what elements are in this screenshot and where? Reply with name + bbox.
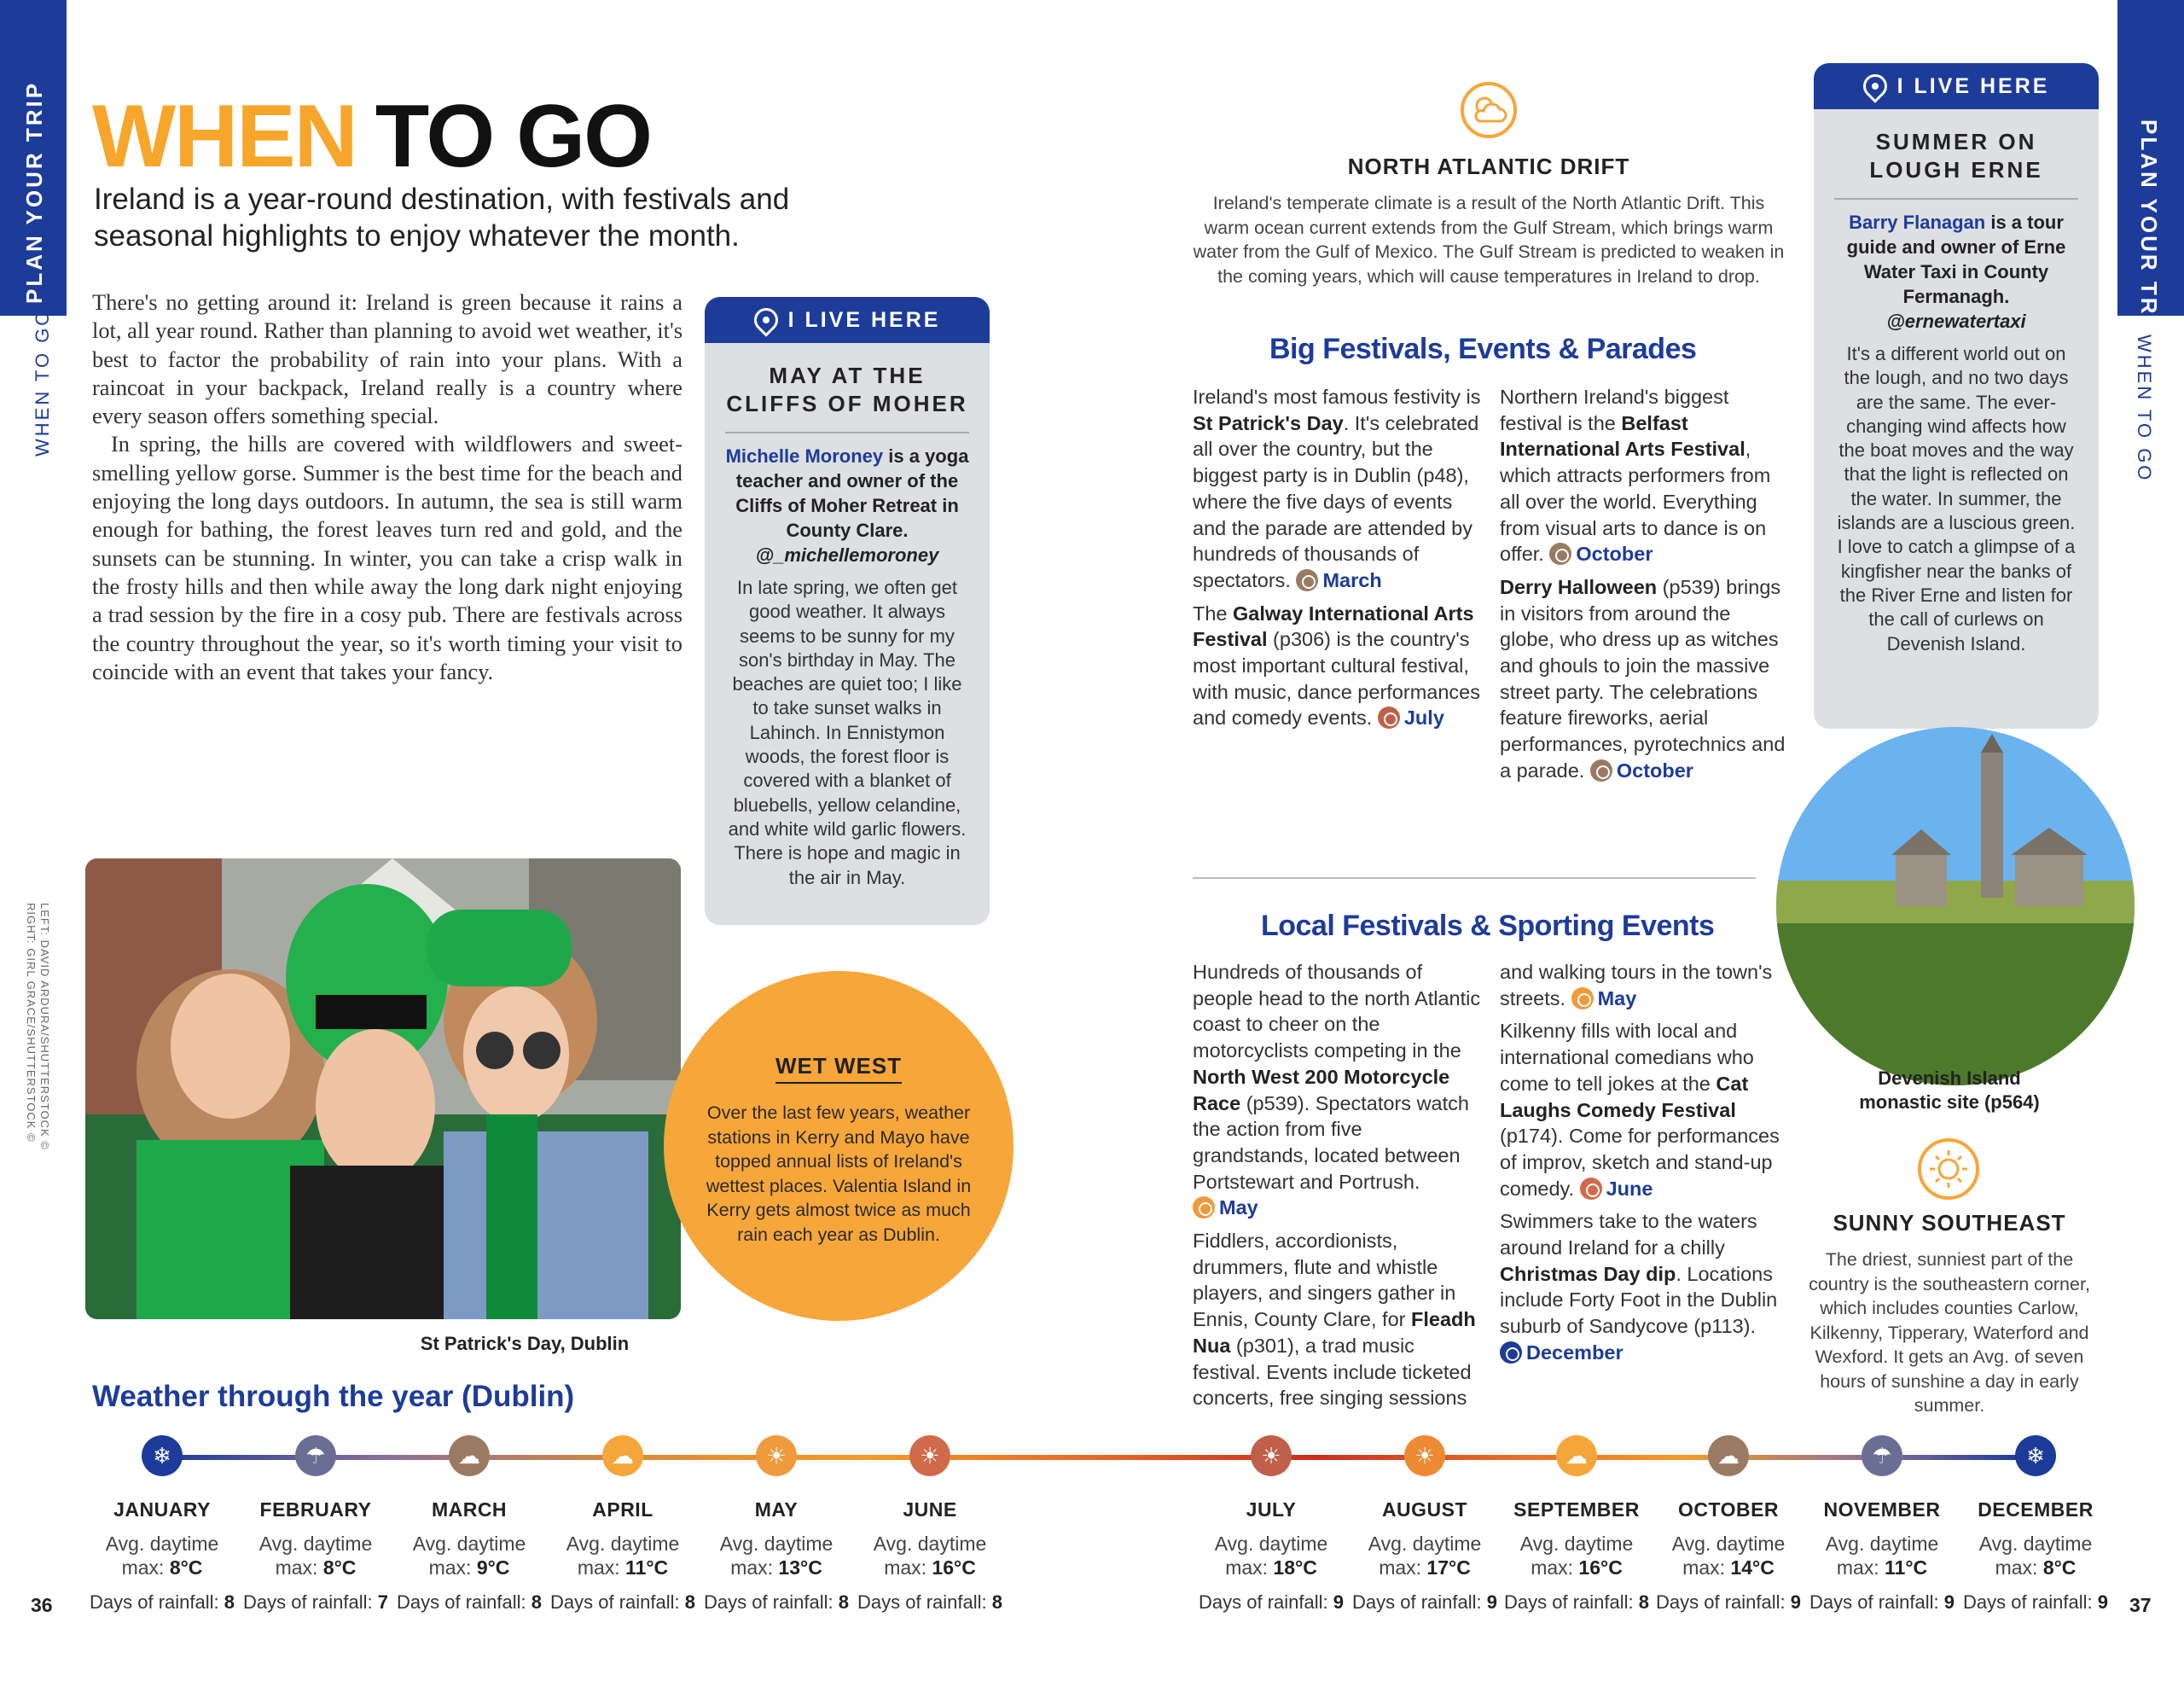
- month-rain: [1959, 1591, 2112, 1614]
- month-name: JULY: [1246, 1498, 1297, 1521]
- month-label: June: [1606, 1177, 1653, 1200]
- month-name: JUNE: [903, 1498, 957, 1521]
- month-tag: [1580, 1178, 1653, 1200]
- cloud-sun-icon: [1461, 82, 1517, 138]
- weather-month-4: [700, 1435, 853, 1614]
- text-span: Northern Ireland's biggest festival is the: [1500, 386, 1729, 434]
- intro-text: Ireland is a year-round destination, with festivals and seasonal highlights to enjoy whatever the month.: [94, 183, 790, 253]
- rain-days: 8: [1638, 1591, 1649, 1613]
- devenish-island-photo: [1776, 727, 2135, 1085]
- max-label: max:: [275, 1556, 323, 1579]
- live-here-header-label: I LIVE HERE: [787, 307, 941, 332]
- month-name: APRIL: [592, 1498, 653, 1521]
- wet-west-circle: [664, 971, 1014, 1321]
- avg-label: Avg. daytime: [873, 1533, 987, 1555]
- max-label: max:: [884, 1556, 932, 1579]
- month-rain: [1348, 1591, 1502, 1614]
- month-tag: [1296, 569, 1381, 591]
- text-span: . It's celebrated all over the country, but the biggest party is in Dublin (p48), where the five days of events and the parade are attended by hundreds of thousands of spectators.: [1193, 411, 1479, 591]
- text-span: . Locations include Forty Foot in the Dublin suburb of Sandycove (p113).: [1500, 1262, 1778, 1338]
- month-rain: [700, 1591, 853, 1614]
- month-tag: [1590, 759, 1693, 782]
- month-tag: [1500, 1341, 1623, 1364]
- festival-st-patricks: [1193, 384, 1481, 594]
- wet-west-title: [664, 1053, 1014, 1079]
- max-temp: 16°C: [932, 1556, 976, 1579]
- author-name: Barry Flanagan: [1849, 212, 1986, 233]
- page-number-right: 37: [2129, 1594, 2152, 1616]
- map-pin-icon: [1858, 69, 1892, 103]
- body-text: [92, 288, 682, 686]
- weather-month-9: [1652, 1435, 1805, 1614]
- avg-label: Avg. daytime: [719, 1533, 834, 1555]
- month-label: December: [1526, 1341, 1623, 1364]
- wet-west-title-text: WET WEST: [775, 1053, 902, 1084]
- month-avg-max: [239, 1532, 392, 1579]
- festival-name: North West 200 Motorcycle Race: [1193, 1065, 1450, 1114]
- month-name: NOVEMBER: [1823, 1498, 1941, 1521]
- month-tag: [1571, 987, 1637, 1009]
- month-name: DECEMBER: [1978, 1498, 2094, 1521]
- month-label: March: [1322, 568, 1382, 591]
- month-tag: [1193, 1196, 1258, 1219]
- festival-name: Cat Laughs Comedy Festival: [1500, 1072, 1749, 1121]
- max-label: max:: [1682, 1556, 1731, 1579]
- snowflake-icon: ❄: [142, 1435, 183, 1476]
- max-label: max:: [1531, 1556, 1579, 1579]
- sun-icon: [1918, 1138, 1979, 1200]
- author-handle: @_michellemoroney: [755, 544, 939, 566]
- month-avg-max: [546, 1532, 700, 1579]
- month-name: JANUARY: [113, 1498, 211, 1521]
- max-temp: 11°C: [1885, 1556, 1928, 1579]
- sun-icon: ☀: [756, 1435, 797, 1476]
- author-role: is a yoga teacher and owner of the Cliffs of Moher Retreat in County Clare.: [735, 445, 969, 541]
- rain-label: Days of rainfall:: [550, 1591, 685, 1613]
- body-paragraph-1: There's no getting around it: Ireland is green because it rains a lot, all year round. Rather than planning to avoid wet weather, it's best to factor the probability of rain into your plans. With a raincoat in your backpack, Ireland really is a country where every season offers something special.: [92, 289, 682, 429]
- month-name: MARCH: [431, 1498, 508, 1521]
- sun-glyph: [1921, 1142, 1976, 1196]
- month-avg-max: [1194, 1532, 1348, 1579]
- month-avg-max: [853, 1532, 1007, 1579]
- rain-label: Days of rainfall:: [1809, 1591, 1944, 1613]
- rain-days: 8: [531, 1591, 542, 1613]
- big-festivals-col-2: [1500, 384, 1788, 791]
- text-span: and walking tours in the town's streets.: [1500, 961, 1773, 1009]
- rain-days: 8: [991, 1591, 1002, 1613]
- avg-label: Avg. daytime: [1519, 1533, 1634, 1555]
- author-handle: @ernewatertaxi: [1886, 311, 2026, 332]
- max-label: max:: [1225, 1556, 1274, 1579]
- cloud-sun-icon: [1296, 569, 1318, 591]
- weather-month-5: [853, 1435, 1007, 1614]
- month-avg-max: [1959, 1532, 2112, 1579]
- weather-month-1: [239, 1435, 392, 1614]
- weather-month-6: [1194, 1435, 1348, 1614]
- photo-caption-st-patricks: St Patrick's Day, Dublin: [420, 1333, 630, 1354]
- max-temp: 14°C: [1730, 1556, 1774, 1579]
- rain-label: Days of rainfall:: [1656, 1591, 1791, 1613]
- month-avg-max: [392, 1532, 546, 1579]
- month-rain: [85, 1591, 239, 1614]
- month-avg-max: [1805, 1532, 1959, 1579]
- month-tag: [1378, 707, 1444, 729]
- month-label: July: [1403, 707, 1444, 730]
- author-name: Michelle Moroney: [725, 445, 884, 467]
- text-span: , which attracts performers from all over the world. Everything from visual arts to dance is on offer.: [1500, 438, 1771, 566]
- body-paragraph-2: In spring, the hills are covered with wildflowers and sweet-smelling yellow gorse. Summer is the best time for the beach and enjoying the long days outdoors. In autumn, the sea is still warm enough for bathing, the forest leaves turn red and gold, and the sunsets can be stunning. In winter, you can take a crisp walk in the frosty hills and then while away the long dark night enjoying a trad session by the fire in a cosy pub. There are festivals across the country throughout the year, so it's worth timing your visit to coincide with an event that takes your fancy.: [92, 431, 682, 684]
- local-festivals-col-1: [1193, 959, 1481, 1418]
- avg-label: Avg. daytime: [566, 1533, 680, 1555]
- max-temp: 8°C: [2042, 1556, 2077, 1579]
- photo-credit-left: LEFT: DAVID ARDURA/SHUTTERSTOCK ©: [38, 903, 51, 1150]
- rain-label: Days of rainfall:: [1352, 1591, 1487, 1613]
- max-label: max:: [730, 1556, 779, 1579]
- text-span: Ireland's most famous festivity is: [1193, 386, 1481, 408]
- month-name: MAY: [754, 1498, 799, 1521]
- rain-days: 9: [2097, 1591, 2108, 1613]
- event-fleadh-nua-continued: [1500, 959, 1788, 1011]
- month-rain: [239, 1591, 392, 1614]
- cloud-sun-icon: ☁: [1556, 1435, 1597, 1476]
- north-atlantic-title: NORTH ATLANTIC DRIFT: [1347, 154, 1630, 179]
- live-here-box-cliffs: [705, 297, 990, 925]
- month-name: SEPTEMBER: [1513, 1498, 1640, 1521]
- big-festivals-col-1: [1193, 384, 1481, 738]
- local-festivals-col-2: [1500, 959, 1788, 1373]
- rain-cloud-icon: ☂: [295, 1435, 336, 1476]
- festival-galway: [1193, 601, 1481, 732]
- rain-label: Days of rainfall:: [397, 1591, 531, 1613]
- rain-days: 8: [224, 1591, 235, 1613]
- avg-label: Avg. daytime: [1214, 1533, 1328, 1555]
- text-span: (p301), a trad music festival. Events include ticketed concerts, free singing sessions: [1193, 1334, 1472, 1410]
- title-word-when: WHEN: [92, 87, 357, 186]
- text-span: (p539). Spectators watch the action from five grandstands, located between Portstewart and Portrush.: [1193, 1091, 1469, 1193]
- rain-label: Days of rainfall:: [90, 1591, 224, 1613]
- weather-month-11: [1959, 1435, 2112, 1614]
- festival-name: Fleadh Nua: [1193, 1308, 1476, 1357]
- devenish-illustration: [1776, 727, 2135, 1085]
- live-here-header: [705, 297, 990, 343]
- weather-month-3: [546, 1435, 700, 1614]
- big-festivals-heading: Big Festivals, Events & Parades: [1269, 333, 1697, 365]
- month-avg-max: [1348, 1532, 1502, 1579]
- page-title: [92, 87, 651, 186]
- rain-days: 9: [1790, 1591, 1801, 1613]
- cloud-sun-icon: [1549, 543, 1571, 565]
- festival-name: Belfast International Arts Festival: [1500, 411, 1745, 461]
- max-temp: 9°C: [476, 1556, 510, 1579]
- text-span: (p174). Come for performances of improv, sketch and stand-up comedy.: [1500, 1125, 1780, 1200]
- section-divider: [1193, 877, 1756, 879]
- text-span: Kilkenny fills with local and international comedians who come to tell jokes at the: [1500, 1020, 1754, 1095]
- snowflake-icon: [1500, 1341, 1522, 1364]
- sun-icon: ☀: [1404, 1435, 1445, 1476]
- month-label: May: [1219, 1196, 1258, 1219]
- live-here-header: [1814, 63, 2099, 109]
- month-name: FEBRUARY: [259, 1498, 372, 1521]
- max-label: max:: [121, 1556, 170, 1579]
- month-name: OCTOBER: [1677, 1498, 1780, 1521]
- sun-icon: ☀: [1251, 1435, 1292, 1476]
- weather-month-0: [85, 1435, 239, 1614]
- text-span: (p539) brings in visitors from around the globe, who dress up as witches and ghouls to join the massive street party. The celebrations feature fireworks, aerial performances, pyrotechnics and a parade.: [1500, 575, 1786, 782]
- st-patricks-illustration: [85, 858, 681, 1319]
- rain-days: 7: [377, 1591, 388, 1613]
- rain-days: 8: [838, 1591, 849, 1613]
- sun-icon: [1571, 987, 1594, 1009]
- sunny-southeast-text: The driest, sunniest part of the country is the southeastern corner, which includes counties Carlow, Kilkenny, Tipperary, Waterford and Wexford. It gets an Avg. of seven hours of sunshine a day in early summer.: [1809, 1249, 2090, 1416]
- rain-label: Days of rainfall:: [704, 1591, 839, 1613]
- sun-icon: [1193, 1196, 1215, 1219]
- sun-icon: [1378, 707, 1400, 729]
- month-rain: [1805, 1591, 1959, 1614]
- max-label: max:: [577, 1556, 626, 1579]
- month-avg-max: [1652, 1532, 1805, 1579]
- month-avg-max: [85, 1532, 239, 1579]
- avg-label: Avg. daytime: [105, 1533, 219, 1555]
- sunny-southeast-title: SUNNY SOUTHEAST: [1833, 1210, 2066, 1236]
- month-rain: [1500, 1591, 1653, 1614]
- month-rain: [392, 1591, 546, 1614]
- photo-credits: [24, 903, 51, 1150]
- photo-credit-right: RIGHT: GIRL GRACE/SHUTTERSTOCK ©: [25, 903, 38, 1143]
- month-label: May: [1597, 986, 1637, 1009]
- event-cat-laughs: [1500, 1018, 1788, 1201]
- page-number-left: 36: [31, 1594, 53, 1616]
- rain-days: 9: [1333, 1591, 1344, 1613]
- festival-name: Galway International Arts Festival: [1193, 602, 1474, 651]
- month-tag: [1549, 543, 1653, 565]
- month-label: October: [1616, 759, 1693, 782]
- photo-caption-devenish: Devenish Island monastic site (p564): [1859, 1067, 2040, 1113]
- avg-label: Avg. daytime: [1671, 1533, 1786, 1555]
- north-atlantic-text: Ireland's temperate climate is a result of the North Atlantic Drift. This warm ocean current extends from the Gulf Stream, which brings warm water from the Gulf of Mexico. The Gulf Stream is predicted to weaken in the coming years, which will cause temperatures in Ireland to drop.: [1193, 193, 1785, 287]
- sun-icon: [1580, 1178, 1602, 1200]
- weather-title: Weather through the year (Dublin): [92, 1380, 575, 1413]
- max-label: max:: [1836, 1556, 1885, 1579]
- left-sidebar-chapter: WHEN TO GO: [32, 308, 53, 457]
- text-span: The: [1193, 602, 1234, 625]
- month-avg-max: [1500, 1532, 1653, 1579]
- right-sidebar-section: PLAN YOUR TRIP: [2136, 119, 2162, 343]
- right-sidebar-chapter: WHEN TO GO: [2134, 334, 2155, 483]
- cloud-sun-icon: ☁: [449, 1435, 490, 1476]
- max-label: max:: [1995, 1556, 2043, 1579]
- max-temp: 16°C: [1578, 1556, 1623, 1579]
- left-sidebar-section: PLAN YOUR TRIP: [21, 80, 47, 304]
- month-rain: [1652, 1591, 1805, 1614]
- text-span: Hundreds of thousands of people head to the north Atlantic coast to cheer on the motorcyclists competing in the: [1193, 961, 1481, 1062]
- text-span: (p306) is the country's most important cultural festival, with music, dance performances and comedy events.: [1193, 628, 1480, 730]
- month-rain: [1194, 1591, 1348, 1614]
- weather-month-7: [1348, 1435, 1502, 1614]
- festival-name: Christmas Day dip: [1500, 1262, 1676, 1285]
- author-role: is a tour guide and owner of Erne Water Taxi in County Fermanagh.: [1846, 212, 2066, 307]
- rain-days: 9: [1486, 1591, 1497, 1613]
- text-span: Fiddlers, accordionists, drummers, flute and whistle players, and singers gather in Ennis, County Clare, for: [1193, 1230, 1456, 1331]
- festival-derry-halloween: [1500, 574, 1788, 784]
- festival-belfast: [1500, 384, 1788, 567]
- avg-label: Avg. daytime: [1368, 1533, 1482, 1555]
- rain-label: Days of rainfall:: [1199, 1591, 1333, 1613]
- snowflake-icon: ❄: [2015, 1435, 2056, 1476]
- month-rain: [853, 1591, 1007, 1614]
- live-here-title: SUMMER ON LOUGH ERNE: [1834, 128, 2078, 200]
- month-avg-max: [700, 1532, 853, 1579]
- festival-name: St Patrick's Day: [1193, 411, 1344, 434]
- avg-label: Avg. daytime: [1825, 1533, 1939, 1555]
- avg-label: Avg. daytime: [1978, 1533, 2093, 1555]
- cloud-sun-icon: ☁: [602, 1435, 643, 1476]
- live-here-author: [725, 444, 969, 567]
- festival-name: Derry Halloween: [1500, 575, 1658, 598]
- max-temp: 8°C: [169, 1556, 203, 1579]
- rain-label: Days of rainfall:: [857, 1591, 992, 1613]
- event-fleadh-nua: [1193, 1228, 1481, 1411]
- text-span: Swimmers take to the waters around Ireland for a chilly: [1500, 1210, 1757, 1259]
- event-north-west-200: [1193, 959, 1481, 1221]
- max-temp: 18°C: [1273, 1556, 1317, 1579]
- weather-month-10: [1805, 1435, 1959, 1614]
- max-label: max:: [1379, 1556, 1427, 1579]
- month-label: October: [1576, 543, 1653, 566]
- max-temp: 17°C: [1426, 1556, 1471, 1579]
- max-label: max:: [428, 1556, 477, 1579]
- rain-days: 9: [1943, 1591, 1955, 1613]
- max-temp: 11°C: [625, 1556, 669, 1579]
- weather-month-2: [392, 1435, 546, 1614]
- avg-label: Avg. daytime: [412, 1533, 526, 1555]
- cloud-sun-icon: [1590, 759, 1612, 782]
- map-pin-icon: [749, 303, 783, 337]
- cloud-sun-icon: ☁: [1708, 1435, 1749, 1476]
- max-temp: 8°C: [322, 1556, 357, 1579]
- month-name: AUGUST: [1381, 1498, 1468, 1521]
- rain-days: 8: [684, 1591, 695, 1613]
- event-christmas-dip: [1500, 1208, 1788, 1365]
- weather-month-8: [1500, 1435, 1653, 1614]
- cloud-sun-glyph: [1464, 85, 1513, 135]
- rain-label: Days of rainfall:: [243, 1591, 378, 1613]
- live-here-title: MAY AT THE CLIFFS OF MOHER: [725, 362, 969, 433]
- live-here-box-lough-erne: [1814, 63, 2099, 729]
- live-here-author: [1834, 210, 2078, 334]
- month-rain: [546, 1591, 700, 1614]
- title-word-to-go: TO GO: [375, 87, 651, 186]
- sun-icon: ☀: [909, 1435, 950, 1476]
- max-temp: 13°C: [778, 1556, 822, 1579]
- live-here-quote: In late spring, we often get good weather. It always seems to be sunny for my son's birthday in May. The beaches are quiet too; I like to take sunset walks in Lahinch. In Ennistymon woods, the forest floor is covered with a blanket of bluebells, yellow celandine, and white wild garlic flowers. There is hope and magic in the air in May.: [728, 577, 967, 888]
- wet-west-text: Over the last few years, weather stations in Kerry and Mayo have topped annual lists of Ireland's wettest places. Valentia Island in Kerry gets almost twice as much rain each year as Dublin.: [706, 1102, 972, 1245]
- local-festivals-heading: Local Festivals & Sporting Events: [1261, 910, 1715, 942]
- avg-label: Avg. daytime: [258, 1533, 373, 1555]
- st-patricks-day-photo: [85, 858, 681, 1319]
- rain-cloud-icon: ☂: [1862, 1435, 1902, 1476]
- live-here-quote: It's a different world out on the lough, and no two days are the same. The ever-changing wind affects how the boat moves and the way that the light is reflected on the water. In summer, the islands are a luscious green. I love to catch a glimpse of a kingfisher near the banks of the River Erne and listen for the call of curlews on Devenish Island.: [1837, 343, 2076, 654]
- rain-label: Days of rainfall:: [1963, 1591, 2098, 1613]
- live-here-header-label: I LIVE HERE: [1896, 73, 2050, 98]
- rain-label: Days of rainfall:: [1504, 1591, 1639, 1613]
